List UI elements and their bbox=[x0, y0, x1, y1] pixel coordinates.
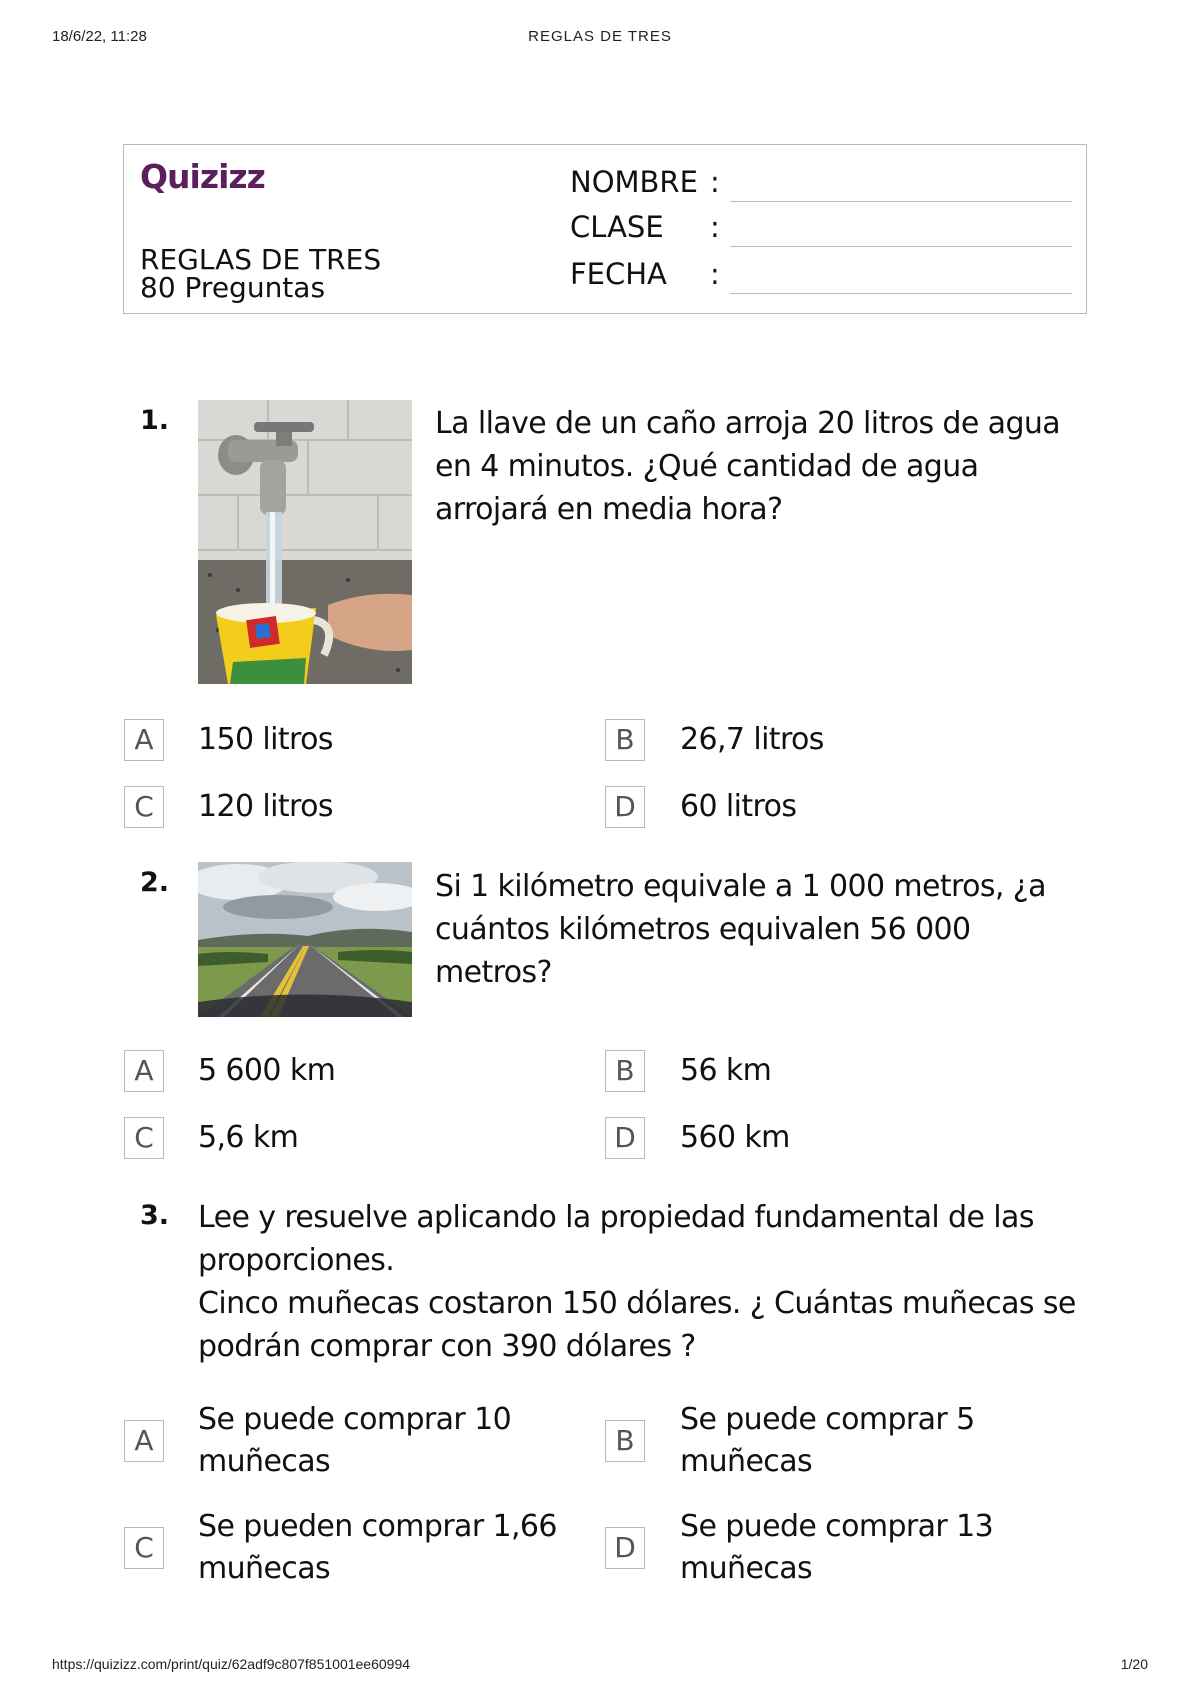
option-d-text[interactable]: Se puede comprar 13 muñecas bbox=[680, 1509, 994, 1586]
class-colon: : bbox=[710, 210, 720, 244]
class-label: CLASE bbox=[570, 210, 664, 244]
option-a-letter[interactable]: A bbox=[124, 1420, 164, 1462]
option-a-text[interactable]: 5 600 km bbox=[198, 1053, 336, 1088]
question-1-number: 1. bbox=[140, 405, 170, 436]
page-number: 1/20 bbox=[1120, 1656, 1148, 1672]
option-b-text[interactable]: Se puede comprar 5 muñecas bbox=[680, 1402, 975, 1479]
option-c-letter[interactable]: C bbox=[124, 1527, 164, 1569]
name-label: NOMBRE bbox=[570, 165, 698, 199]
question-3-instruction: Lee y resuelve aplicando la propiedad fundamental de las proporciones. bbox=[198, 1200, 1034, 1278]
question-2-text: Si 1 kilómetro equivale a 1 000 metros, ¿a cuántos kilómetros equivalen 56 000 metros? bbox=[435, 869, 1046, 990]
option-c-text[interactable]: Se pueden comprar 1,66 muñecas bbox=[198, 1509, 557, 1586]
name-line bbox=[730, 201, 1072, 202]
option-c-letter[interactable]: C bbox=[124, 786, 164, 828]
faucet-illustration bbox=[198, 400, 412, 684]
print-url: https://quizizz.com/print/quiz/62adf9c807f851001ee60994 bbox=[52, 1656, 411, 1672]
option-d-letter[interactable]: D bbox=[605, 786, 645, 828]
question-3-problem: Cinco muñecas costaron 150 dólares. ¿ Cuántas muñecas se podrán comprar con 390 dólares ? bbox=[198, 1286, 1076, 1364]
print-header bbox=[52, 28, 1148, 48]
option-d-text[interactable]: 60 litros bbox=[680, 789, 797, 824]
option-a-letter[interactable]: A bbox=[124, 719, 164, 761]
faucet-photo-image bbox=[198, 400, 412, 684]
date-field bbox=[570, 257, 1070, 297]
question-3-number: 3. bbox=[140, 1200, 170, 1231]
print-footer bbox=[52, 1656, 1148, 1676]
road-illustration bbox=[198, 862, 412, 1017]
option-d-text[interactable]: 560 km bbox=[680, 1120, 790, 1155]
option-d-letter[interactable]: D bbox=[605, 1527, 645, 1569]
road-photo-image bbox=[198, 862, 412, 1017]
option-c-text[interactable]: 120 litros bbox=[198, 789, 333, 824]
print-date: 18/6/22, 11:28 bbox=[52, 28, 147, 45]
name-colon: : bbox=[710, 165, 720, 199]
class-line bbox=[730, 246, 1072, 247]
date-line bbox=[730, 293, 1072, 294]
option-d-letter[interactable]: D bbox=[605, 1117, 645, 1159]
date-label: FECHA bbox=[570, 257, 667, 291]
option-b-letter[interactable]: B bbox=[605, 719, 645, 761]
name-field bbox=[570, 165, 1070, 205]
question-2-number: 2. bbox=[140, 867, 170, 898]
print-title: REGLAS DE TRES bbox=[528, 28, 672, 45]
quiz-title: REGLAS DE TRES bbox=[140, 243, 382, 276]
quizizz-logo: Quizizz bbox=[140, 157, 265, 196]
class-field bbox=[570, 210, 1070, 250]
question-1-text: La llave de un caño arroja 20 litros de agua en 4 minutos. ¿Qué cantidad de agua arrojará en media hora? bbox=[435, 406, 1061, 527]
question-3-text bbox=[198, 1196, 1088, 1368]
option-a-text[interactable]: 150 litros bbox=[198, 722, 333, 757]
date-colon: : bbox=[710, 257, 720, 291]
option-a-text[interactable]: Se puede comprar 10 muñecas bbox=[198, 1402, 512, 1479]
quiz-header-box bbox=[123, 144, 1087, 314]
question-count: 80 Preguntas bbox=[140, 271, 326, 304]
option-b-text[interactable]: 56 km bbox=[680, 1053, 772, 1088]
option-c-text[interactable]: 5,6 km bbox=[198, 1120, 299, 1155]
option-b-text[interactable]: 26,7 litros bbox=[680, 722, 824, 757]
option-c-letter[interactable]: C bbox=[124, 1117, 164, 1159]
option-b-letter[interactable]: B bbox=[605, 1420, 645, 1462]
option-b-letter[interactable]: B bbox=[605, 1050, 645, 1092]
option-a-letter[interactable]: A bbox=[124, 1050, 164, 1092]
